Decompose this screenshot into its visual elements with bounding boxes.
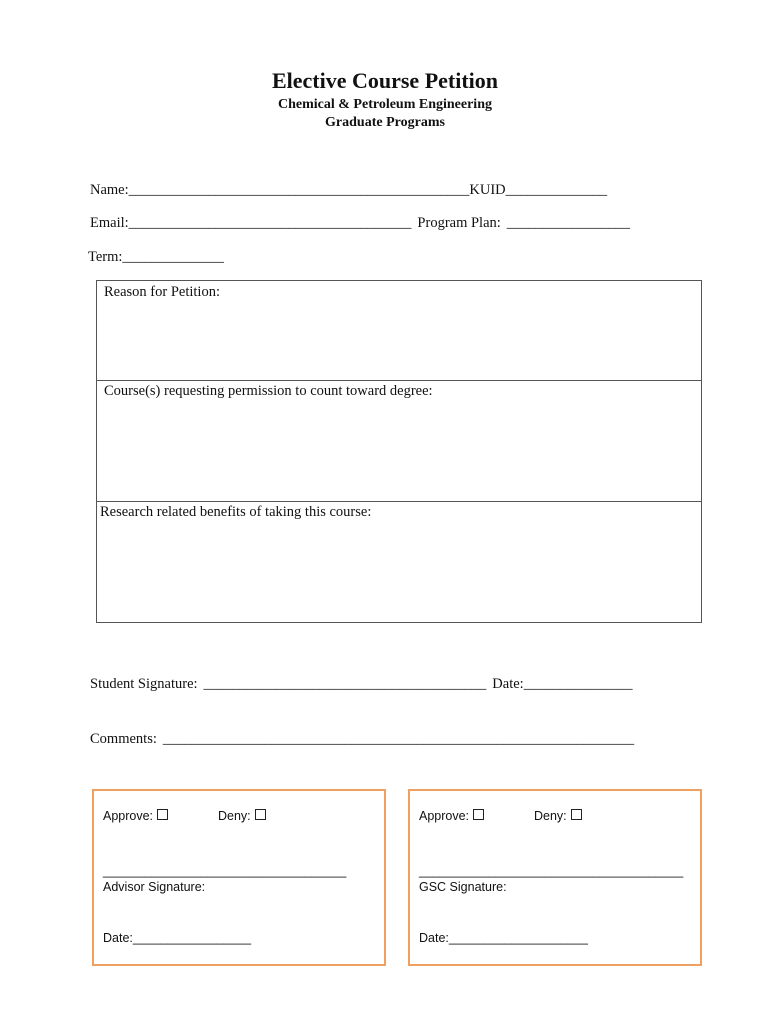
gsc-date (419, 931, 588, 945)
advisor-date (103, 931, 251, 945)
term-field[interactable]: ______________ (122, 249, 224, 265)
gsc-deny (534, 809, 582, 823)
petition-box (96, 280, 702, 623)
student-signature-label: Student Signature: (90, 676, 198, 692)
benefits-section[interactable] (97, 502, 701, 622)
comments-field[interactable]: _________________________________________________________________ (162, 731, 635, 747)
comments-label: Comments: (90, 731, 157, 747)
student-signature-row (90, 676, 632, 693)
email-field[interactable]: _______________________________________ (128, 215, 412, 231)
gsc-date-field[interactable]: ____________________ (448, 931, 588, 945)
advisor-date-label: Date: (103, 931, 133, 945)
program-plan-label: Program Plan: (417, 215, 501, 231)
advisor-signature-label: Advisor Signature: (103, 880, 206, 894)
comments-row (90, 731, 634, 748)
email-row (90, 215, 630, 232)
student-signature-field[interactable]: _______________________________________ (203, 676, 487, 692)
benefits-label: Research related benefits of taking this course: (100, 504, 372, 520)
advisor-approve-checkbox[interactable] (157, 809, 168, 820)
program-plan-field[interactable]: _________________ (506, 215, 631, 231)
courses-label: Course(s) requesting permission to count toward degree: (104, 383, 433, 399)
department-subtitle: Chemical & Petroleum Engineering (278, 97, 492, 112)
advisor-approve (103, 809, 168, 823)
email-label: Email: (90, 215, 129, 231)
program-subtitle: Graduate Programs (325, 115, 445, 130)
term-label: Term: (88, 249, 123, 265)
advisor-deny-checkbox[interactable] (255, 809, 266, 820)
advisor-review-box (92, 789, 386, 966)
reason-section[interactable] (97, 281, 701, 381)
courses-section[interactable] (97, 381, 701, 502)
advisor-deny-label: Deny: (218, 809, 251, 823)
reason-label: Reason for Petition: (104, 284, 220, 300)
student-date-label: Date: (492, 676, 524, 692)
advisor-signature-field[interactable]: ___________________________________ (103, 864, 347, 878)
gsc-approve (419, 809, 484, 823)
name-field[interactable]: _______________________________________________ (128, 182, 470, 198)
gsc-deny-label: Deny: (534, 809, 567, 823)
name-label: Name: (90, 182, 129, 198)
gsc-deny-checkbox[interactable] (571, 809, 582, 820)
gsc-review-box (408, 789, 702, 966)
kuid-label: KUID (469, 182, 506, 198)
advisor-date-field[interactable]: _________________ (132, 931, 252, 945)
gsc-signature-label: GSC Signature: (419, 880, 507, 894)
term-row (88, 249, 224, 266)
advisor-approve-label: Approve: (103, 809, 154, 823)
gsc-approve-checkbox[interactable] (473, 809, 484, 820)
gsc-date-label: Date: (419, 931, 449, 945)
gsc-approve-label: Approve: (419, 809, 470, 823)
student-date-field[interactable]: _______________ (523, 676, 633, 692)
advisor-deny (218, 809, 266, 823)
gsc-signature-field[interactable]: ______________________________________ (419, 864, 684, 878)
name-row (90, 182, 607, 199)
document-title: Elective Course Petition (271, 68, 499, 93)
kuid-field[interactable]: ______________ (505, 182, 608, 198)
